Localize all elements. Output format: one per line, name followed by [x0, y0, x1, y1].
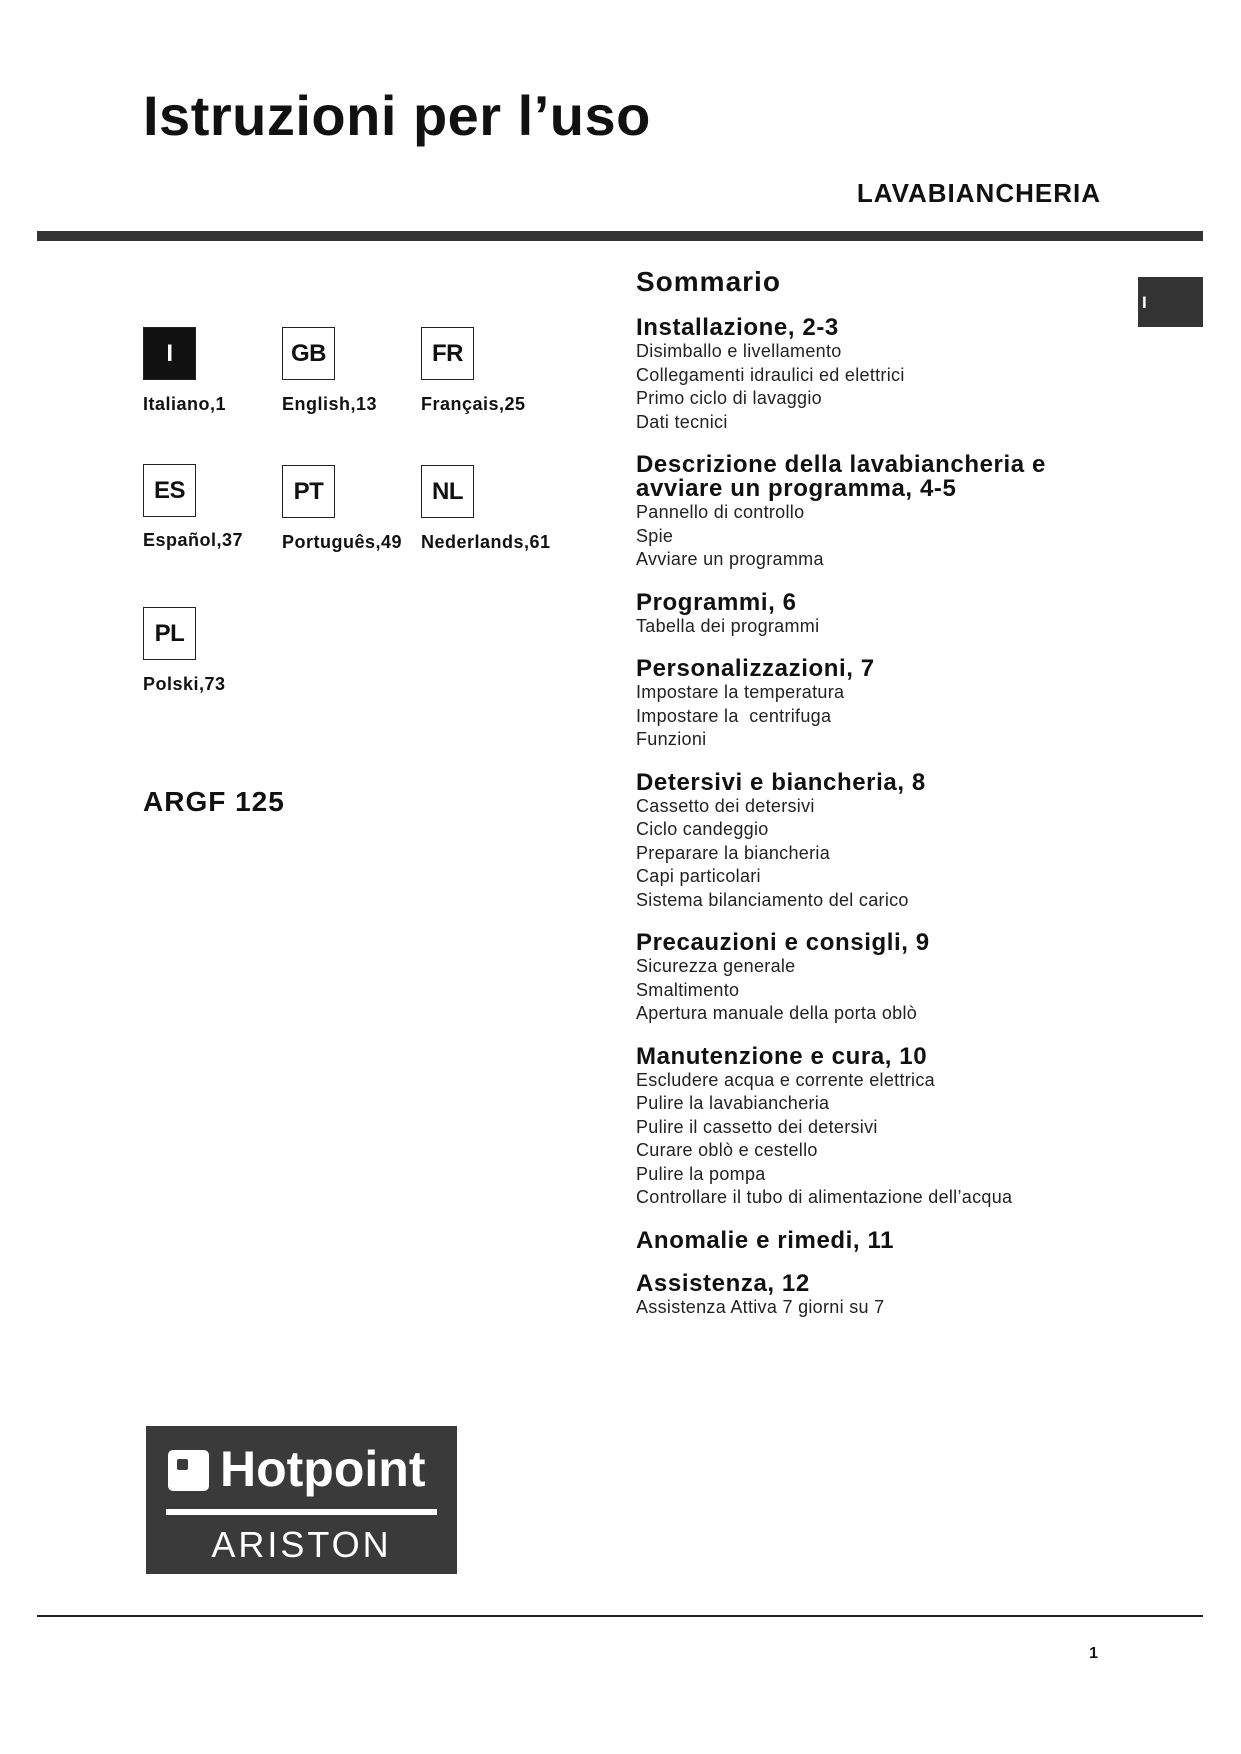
lang-label-nl: Nederlands,61 [421, 532, 551, 552]
model-number: ARGF 125 [143, 786, 285, 817]
toc-item: Ciclo candeggio [636, 819, 769, 839]
toc-item: Sicurezza generale [636, 956, 796, 976]
toc-heading: Detersivi e biancheria, 8 [636, 768, 926, 796]
toc-item: Smaltimento [636, 979, 740, 1000]
toc-item: Dati tecnici [636, 411, 728, 432]
toc-heading: Programmi, 6 [636, 588, 797, 616]
lang-code-es: ES [143, 464, 196, 517]
toc-item: Preparare la biancheria [636, 842, 831, 863]
toc-section [636, 1269, 1106, 1320]
lang-label-fr: Français,25 [421, 394, 526, 414]
logo-brand-text: Hotpoint [220, 1441, 426, 1497]
toc-item: Collegamenti idraulici ed elettrici [636, 364, 905, 385]
toc-item: Pulire la lavabiancheria [636, 1093, 830, 1113]
toc-item: Pulire la pompa [636, 1163, 766, 1184]
lang-code-pt: PT [282, 465, 335, 518]
header-rule [37, 231, 1203, 241]
logo-divider [166, 1509, 437, 1515]
toc-item: Curare oblò e cestello [636, 1140, 818, 1160]
toc-section [636, 768, 1106, 913]
toc-item: Cassetto dei detersivi [636, 795, 815, 816]
lang-label-pl: Polski,73 [143, 674, 226, 694]
toc-section [636, 316, 1106, 434]
toc-item: Assistenza Attiva 7 giorni su 7 [636, 1296, 885, 1317]
toc-item: Capi particolari [636, 866, 761, 886]
lang-code-it: I [143, 327, 196, 380]
toc-item: Escludere acqua e corrente elettrica [636, 1069, 935, 1090]
toc-section [636, 453, 1106, 572]
toc-item: Funzioni [636, 729, 707, 749]
toc-item: Disimballo e livellamento [636, 341, 842, 361]
toc-section [636, 588, 1106, 639]
toc-item: Apertura manuale della porta oblò [636, 1003, 918, 1023]
toc-section [636, 931, 1106, 1026]
toc-title: Sommario [636, 266, 781, 297]
toc-item: Avviare un programma [636, 549, 824, 569]
logo-mark-icon [168, 1450, 209, 1491]
toc-section [636, 1226, 1106, 1254]
logo-mark-dot [177, 1459, 188, 1470]
toc-section [636, 1042, 1106, 1210]
toc-section [636, 657, 1106, 752]
lang-code-pl: PL [143, 607, 196, 660]
toc-heading: Anomalie e rimedi, 11 [636, 1226, 895, 1254]
toc-item: Tabella dei programmi [636, 615, 820, 636]
lang-label-es: Español,37 [143, 530, 244, 550]
toc-heading: Installazione, 2-3 [636, 314, 839, 341]
toc-item: Controllare il tubo di alimentazione dell’acqua [636, 1187, 1013, 1207]
toc-heading: Assistenza, 12 [636, 1269, 810, 1297]
table-of-contents [636, 266, 1106, 1338]
toc-item: Primo ciclo di lavaggio [636, 388, 822, 408]
page-number: 1 [1089, 1645, 1098, 1662]
page-title: Istruzioni per l’uso [143, 84, 651, 147]
toc-heading: Personalizzazioni, 7 [636, 655, 875, 682]
toc-heading: Manutenzione e cura, 10 [636, 1042, 928, 1070]
product-type: LAVABIANCHERIA [856, 178, 1101, 208]
toc-item: Pulire il cassetto dei detersivi [636, 1116, 878, 1137]
toc-item: Impostare la centrifuga [636, 705, 832, 726]
lang-label-it: Italiano,1 [143, 394, 227, 414]
lang-code-nl: NL [421, 465, 474, 518]
hotpoint-ariston-logo [146, 1426, 457, 1574]
lang-code-fr: FR [421, 327, 474, 380]
logo-sub-text: ARISTON [211, 1524, 392, 1565]
language-side-tab: I [1138, 277, 1203, 327]
lang-label-pt: Português,49 [282, 532, 403, 552]
footer-rule [37, 1615, 1203, 1617]
toc-item: Spie [636, 525, 674, 546]
toc-heading: Descrizione della lavabiancheria e avviare un programma, 4-5 [636, 451, 1046, 502]
toc-item: Impostare la temperatura [636, 682, 845, 702]
lang-label-gb: English,13 [282, 394, 378, 414]
toc-heading: Precauzioni e consigli, 9 [636, 929, 930, 956]
toc-item: Sistema bilanciamento del carico [636, 889, 909, 910]
lang-code-gb: GB [282, 327, 335, 380]
toc-item: Pannello di controllo [636, 502, 805, 522]
